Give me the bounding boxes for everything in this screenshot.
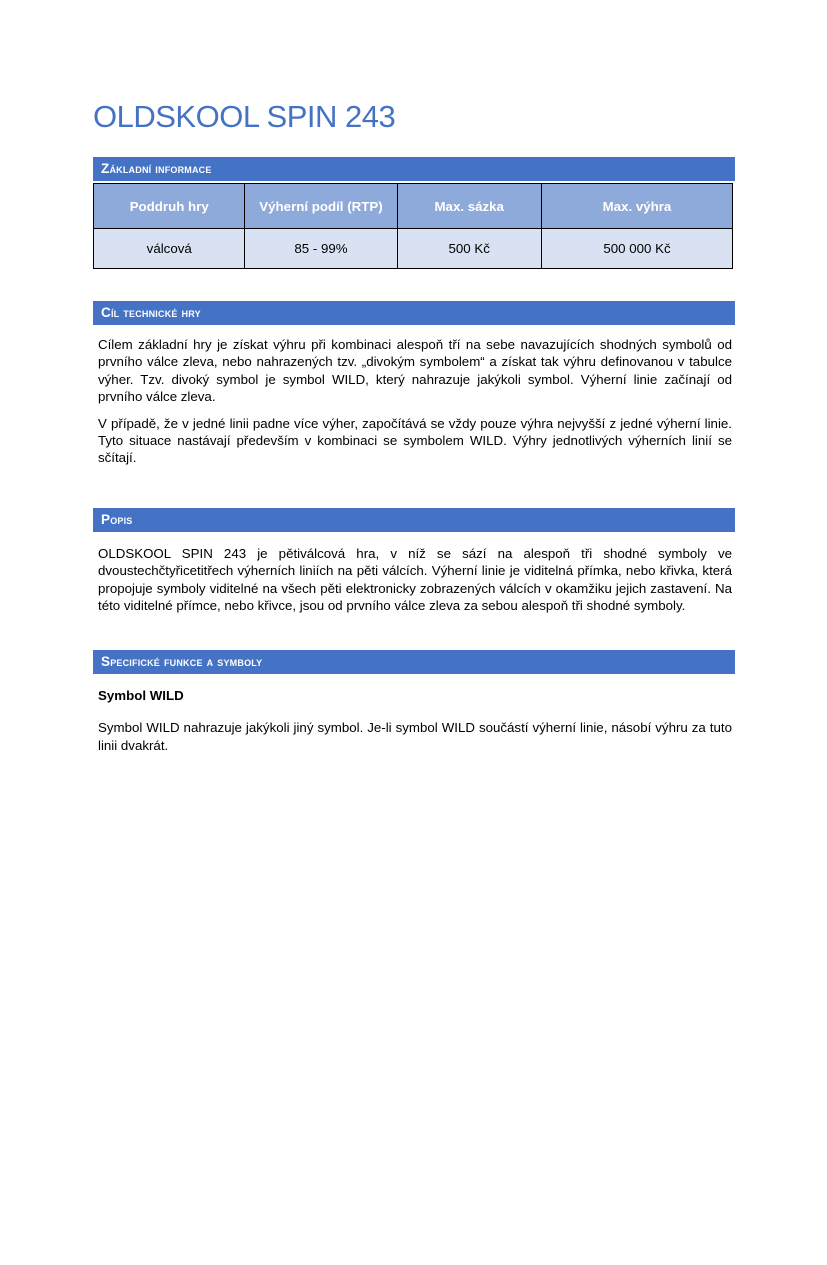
table-header-row bbox=[94, 184, 733, 229]
basic-info-table bbox=[93, 183, 733, 269]
section-header-description: Popis bbox=[93, 508, 735, 532]
table-row bbox=[94, 229, 733, 269]
table-cell-max-vyhra: 500 000 Kč bbox=[541, 229, 732, 269]
section-header-goal: Cíl technické hry bbox=[93, 301, 735, 325]
subsection-heading-symbol-wild: Symbol WILD bbox=[98, 688, 184, 704]
table-cell-poddruh-hry: válcová bbox=[94, 229, 245, 269]
column-header-max-sazka: Max. sázka bbox=[397, 184, 541, 229]
section-header-basic-info: Základní informace bbox=[93, 157, 735, 181]
description-paragraph-1: OLDSKOOL SPIN 243 je pětiválcová hra, v níž se sází na alespoň tři shodné symboly ve dvoustechčtyřicetitřech výherních liniích na pěti válcích. Výherní linie je viditelná přímka, nebo křivka, která propojuje symboly viditelné na všech pěti elektronicky zobrazených válcích v okamžiku jejich zastavení. Na této viditelné přímce, nebo křivce, jsou od prvního válce zleva za sebou alespoň tři shodné symboly. bbox=[98, 545, 732, 614]
column-header-poddruh-hry: Poddruh hry bbox=[94, 184, 245, 229]
column-header-vyherni-podil: Výherní podíl (RTP) bbox=[245, 184, 397, 229]
document-title: OLDSKOOL SPIN 243 bbox=[93, 99, 396, 134]
column-header-max-vyhra: Max. výhra bbox=[541, 184, 732, 229]
goal-paragraph-1: Cílem základní hry je získat výhru při kombinaci alespoň tří na sebe navazujících shodných symbolů od prvního válce zleva, nebo nahrazených tzv. „divokým symbolem“ a získat tak výhru definovanou v tabulce výher. Tzv. divoký symbol je symbol WILD, který nahrazuje jakýkoli symbol. Výherní linie začínají od prvního válce zleva. bbox=[98, 337, 732, 405]
document-page bbox=[0, 96, 827, 1265]
document-content bbox=[93, 96, 735, 754]
table-cell-vyherni-podil: 85 - 99% bbox=[245, 229, 397, 269]
table-cell-max-sazka: 500 Kč bbox=[397, 229, 541, 269]
functions-paragraph-1: Symbol WILD nahrazuje jakýkoli jiný symbol. Je-li symbol WILD součástí výherní linie, násobí výhru za tuto linii dvakrát. bbox=[98, 720, 732, 753]
section-header-functions: Specifické funkce a symboly bbox=[93, 650, 735, 674]
goal-paragraph-2: V případě, že v jedné linii padne více výher, započítává se vždy pouze výhra nejvyšší z jedné výherní linie. Tyto situace nastávají především v kombinaci se symbolem WILD. Výhry jednotlivých výherních linií se sčítají. bbox=[98, 415, 732, 466]
